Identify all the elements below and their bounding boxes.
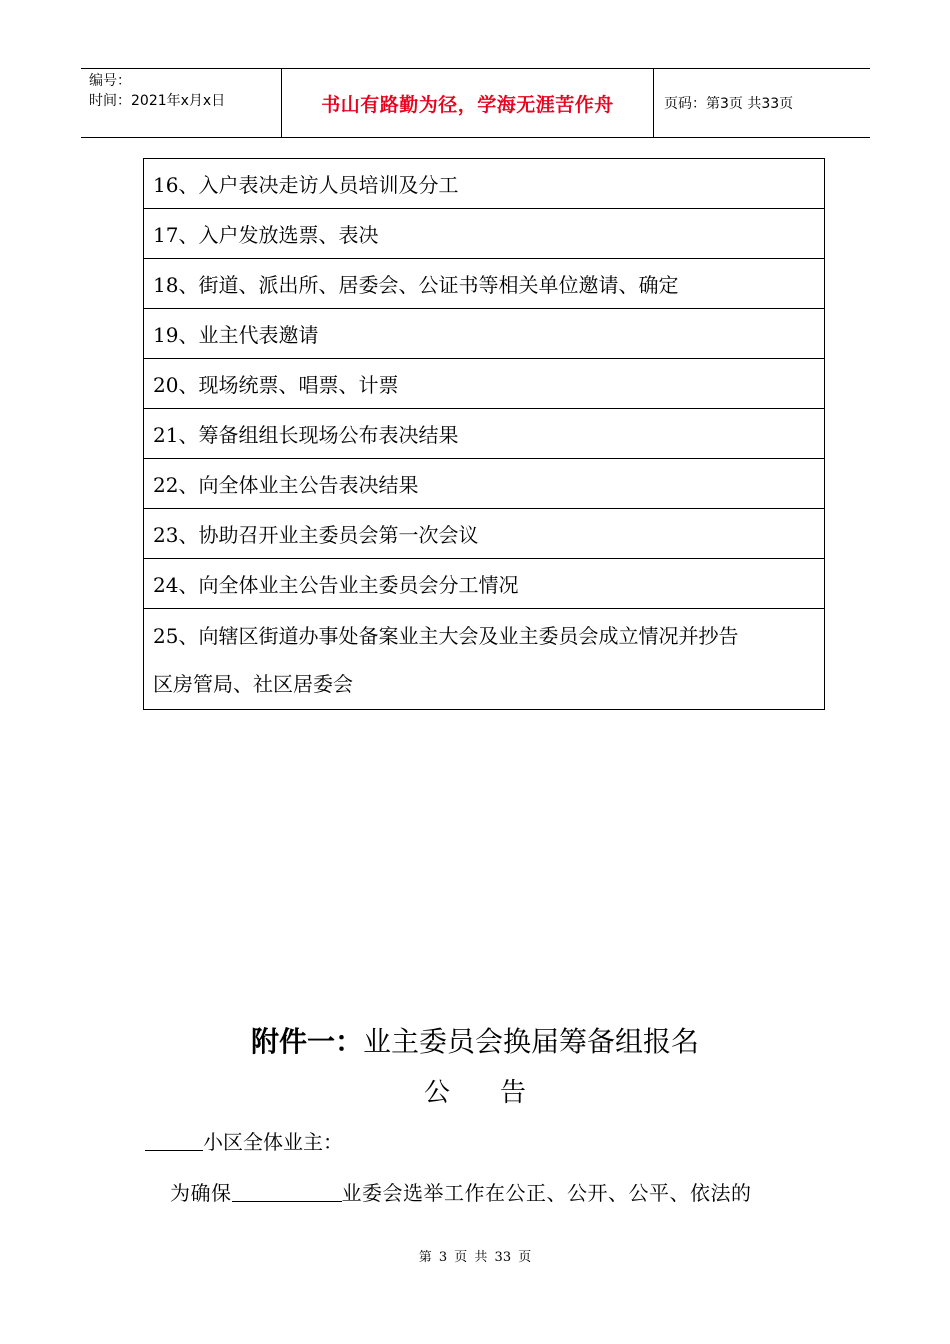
table-row <box>144 609 825 710</box>
task-item-line: 区房管局、社区居委会 <box>153 672 353 696</box>
paragraph-rest: 业委会选举工作在公正、公开、公平、依法的 <box>341 1181 752 1205</box>
table-row <box>144 459 825 509</box>
task-item: 22、向全体业主公告表决结果 <box>144 459 825 509</box>
header-motto: 书山有路勤为径，学海无涯苦作舟 <box>282 69 654 137</box>
task-item: 24、向全体业主公告业主委员会分工情况 <box>144 559 825 609</box>
table-row <box>144 159 825 209</box>
table-row <box>144 559 825 609</box>
salutation-text: 小区全体业主： <box>203 1130 343 1154</box>
notice-title: 公告 <box>423 1078 576 1108</box>
task-item: 21、筹备组组长现场公布表决结果 <box>144 409 825 459</box>
fill-in-blank <box>232 1181 342 1202</box>
header-date: 时间：2021年x月x日 <box>89 93 226 109</box>
table-row <box>144 359 825 409</box>
task-item: 18、街道、派出所、居委会、公证书等相关单位邀请、确定 <box>144 259 825 309</box>
task-item: 20、现场统票、唱票、计票 <box>144 359 825 409</box>
header-meta <box>81 69 282 137</box>
task-item <box>144 609 825 710</box>
annex-title-lead: 附件一： <box>250 1025 363 1058</box>
table-row <box>144 409 825 459</box>
fill-in-blank <box>145 1130 203 1151</box>
header-page-info: 页码：第3页 共33页 <box>664 96 794 112</box>
table-row <box>144 259 825 309</box>
task-item: 19、业主代表邀请 <box>144 309 825 359</box>
notice-paragraph <box>170 1177 752 1206</box>
table-row <box>144 309 825 359</box>
annex-title <box>0 1020 950 1060</box>
table-row <box>144 509 825 559</box>
task-item: 16、入户表决走访人员培训及分工 <box>144 159 825 209</box>
task-item: 17、入户发放选票、表决 <box>144 209 825 259</box>
task-item: 23、协助召开业主委员会第一次会议 <box>144 509 825 559</box>
task-table <box>143 158 825 710</box>
page-footer: 第 3 页 共 33 页 <box>418 1250 532 1265</box>
paragraph-start: 为确保 <box>170 1181 232 1205</box>
salutation <box>145 1126 343 1155</box>
header-number-label: 编号： <box>89 73 131 89</box>
task-item-line: 25、向辖区街道办事处备案业主大会及业主委员会成立情况并抄告 <box>153 624 739 648</box>
annex-title-rest: 业主委员会换届筹备组报名 <box>363 1025 700 1058</box>
table-row <box>144 209 825 259</box>
page-header <box>81 68 870 138</box>
